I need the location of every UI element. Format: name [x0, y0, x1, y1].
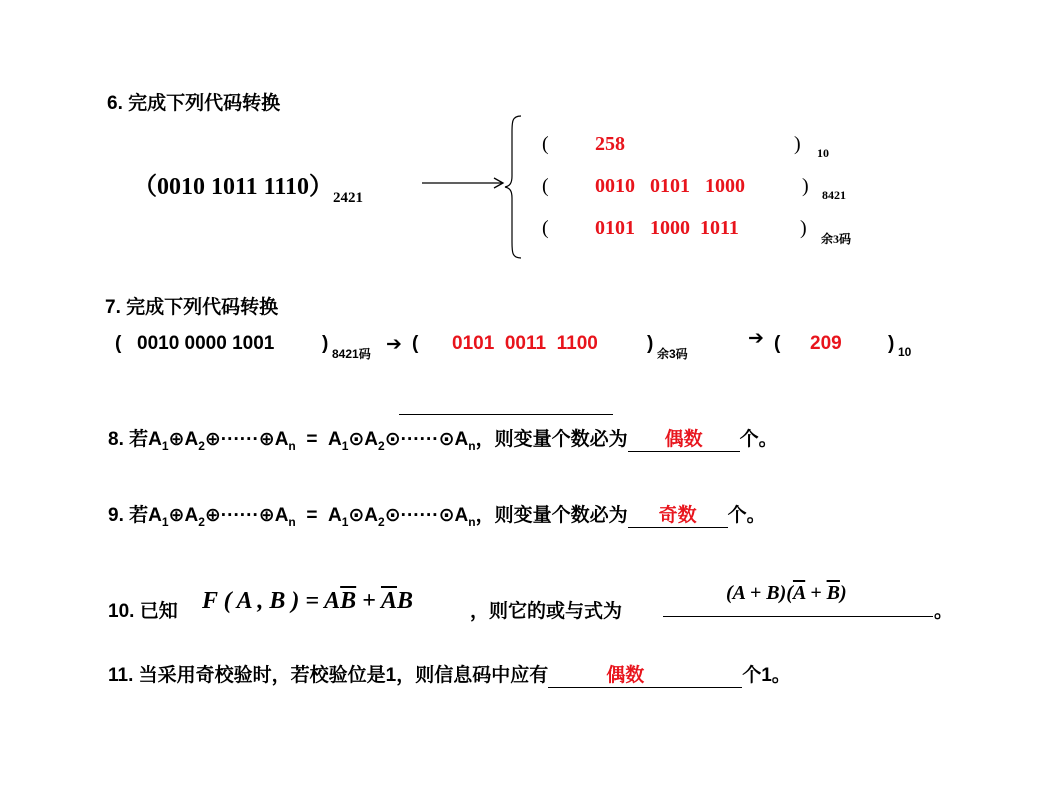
q6-answer-8421: 0010 0101 1000 [595, 175, 745, 197]
q9-prefix: 9. 若A [108, 505, 162, 526]
q8-answer: 偶数 [628, 424, 740, 452]
q9-suffix: ，则变量个数必为 [475, 505, 628, 526]
q9-answer: 奇数 [628, 500, 728, 528]
q11-answer: 偶数 [606, 665, 645, 686]
q6-row-open: ( [542, 175, 549, 197]
q6-answer-decimal: 258 [595, 133, 625, 155]
q10-answer: $(A + B)(\overline{A} + \overline{B})$ [726, 582, 847, 604]
q6-row-open: ( [542, 133, 549, 155]
q7-close: ) [322, 333, 329, 354]
q8-tail: 个。 [739, 429, 778, 450]
q11-tail: 个1。 [742, 665, 791, 686]
q10-tail: 。 [934, 601, 954, 622]
q10-function: F ( A , B ) = $A\overline{B} + \overline{A}B$ [202, 588, 413, 614]
q6-row-close: ) [800, 217, 807, 239]
q8-suffix: ，则变量个数必为 [475, 429, 628, 450]
q6-source-sub: 2421 [333, 190, 364, 206]
q7-open: ( [115, 333, 122, 354]
q7-arrow-icon: ➔ [386, 334, 402, 355]
q6-arrow [420, 170, 510, 194]
q7-conversion [0, 328, 1050, 363]
q6-row-excess3 [542, 217, 872, 246]
q11-answer-blank [548, 660, 742, 688]
q7-answer-sub: 余3码 [657, 347, 688, 361]
q6-brace [503, 114, 525, 260]
q8-term: 1 [161, 439, 169, 453]
q6-source-code [133, 166, 364, 206]
q10-suffix: ，则它的或与式为 [470, 601, 623, 622]
q6-row-sub: 8421 [822, 188, 846, 202]
q8-overline [399, 414, 613, 415]
q11-line [108, 660, 791, 688]
q8-line: 8. 若$A_1\oplus A_2\oplus\cdot\cdot\cdot\cdot\cdot\cdot\oplus A_n$ = $A_1⊙A_2⊙\cdot\cdot\cdot\cdot\cdot\cdot⊙A_n$，则变量个数必为 偶数 个。 [108, 424, 778, 452]
q6-row-10 [542, 133, 872, 160]
q9-line: 9. 若$A_1\oplus A_2\oplus\cdot\cdot\cdot\cdot\cdot\cdot\oplus A_n$ = $A_1⊙A_2⊙\cdot\cdot\cdot\cdot\cdot\cdot⊙A_n$，则变量个数必为 奇数 个。 [108, 500, 766, 528]
q10-prefix: 10. 已知 [108, 601, 178, 622]
q7-answer-sub: 10 [898, 345, 912, 359]
q7-close: ) [888, 333, 895, 354]
q10-answer-line [663, 616, 933, 617]
q11-prefix: 11. 当采用奇校验时，若校验位是1，则信息码中应有 [108, 665, 549, 686]
q9-tail: 个。 [727, 505, 766, 526]
q6-title: 6. 完成下列代码转换 [107, 93, 281, 114]
q7-source-sub: 8421码 [332, 347, 371, 361]
q7-open: ( [412, 333, 419, 354]
q7-arrow-icon: ➔ [748, 328, 764, 349]
q6-row-close: ) [794, 133, 801, 155]
q7-answer-excess3: 0101 0011 1100 [452, 333, 598, 354]
q7-open: ( [774, 333, 781, 354]
q7-close: ) [647, 333, 654, 354]
q6-row-8421 [542, 175, 872, 202]
q7-answer-decimal: 209 [810, 333, 842, 354]
q7-source-value: 0010 0000 1001 [137, 333, 275, 354]
q6-row-sub: 10 [817, 146, 829, 160]
q7-title: 7. 完成下列代码转换 [105, 297, 279, 318]
q6-source-value: （0010 1011 1110） [133, 174, 334, 200]
q6-row-open: ( [542, 217, 549, 239]
q8-prefix: 8. 若A [108, 429, 162, 450]
q6-answer-excess3: 0101 1000 1011 [595, 217, 739, 239]
q6-row-close: ) [802, 175, 809, 197]
q6-row-sub: 余3码 [821, 232, 852, 246]
q9-term: 1 [161, 515, 169, 529]
